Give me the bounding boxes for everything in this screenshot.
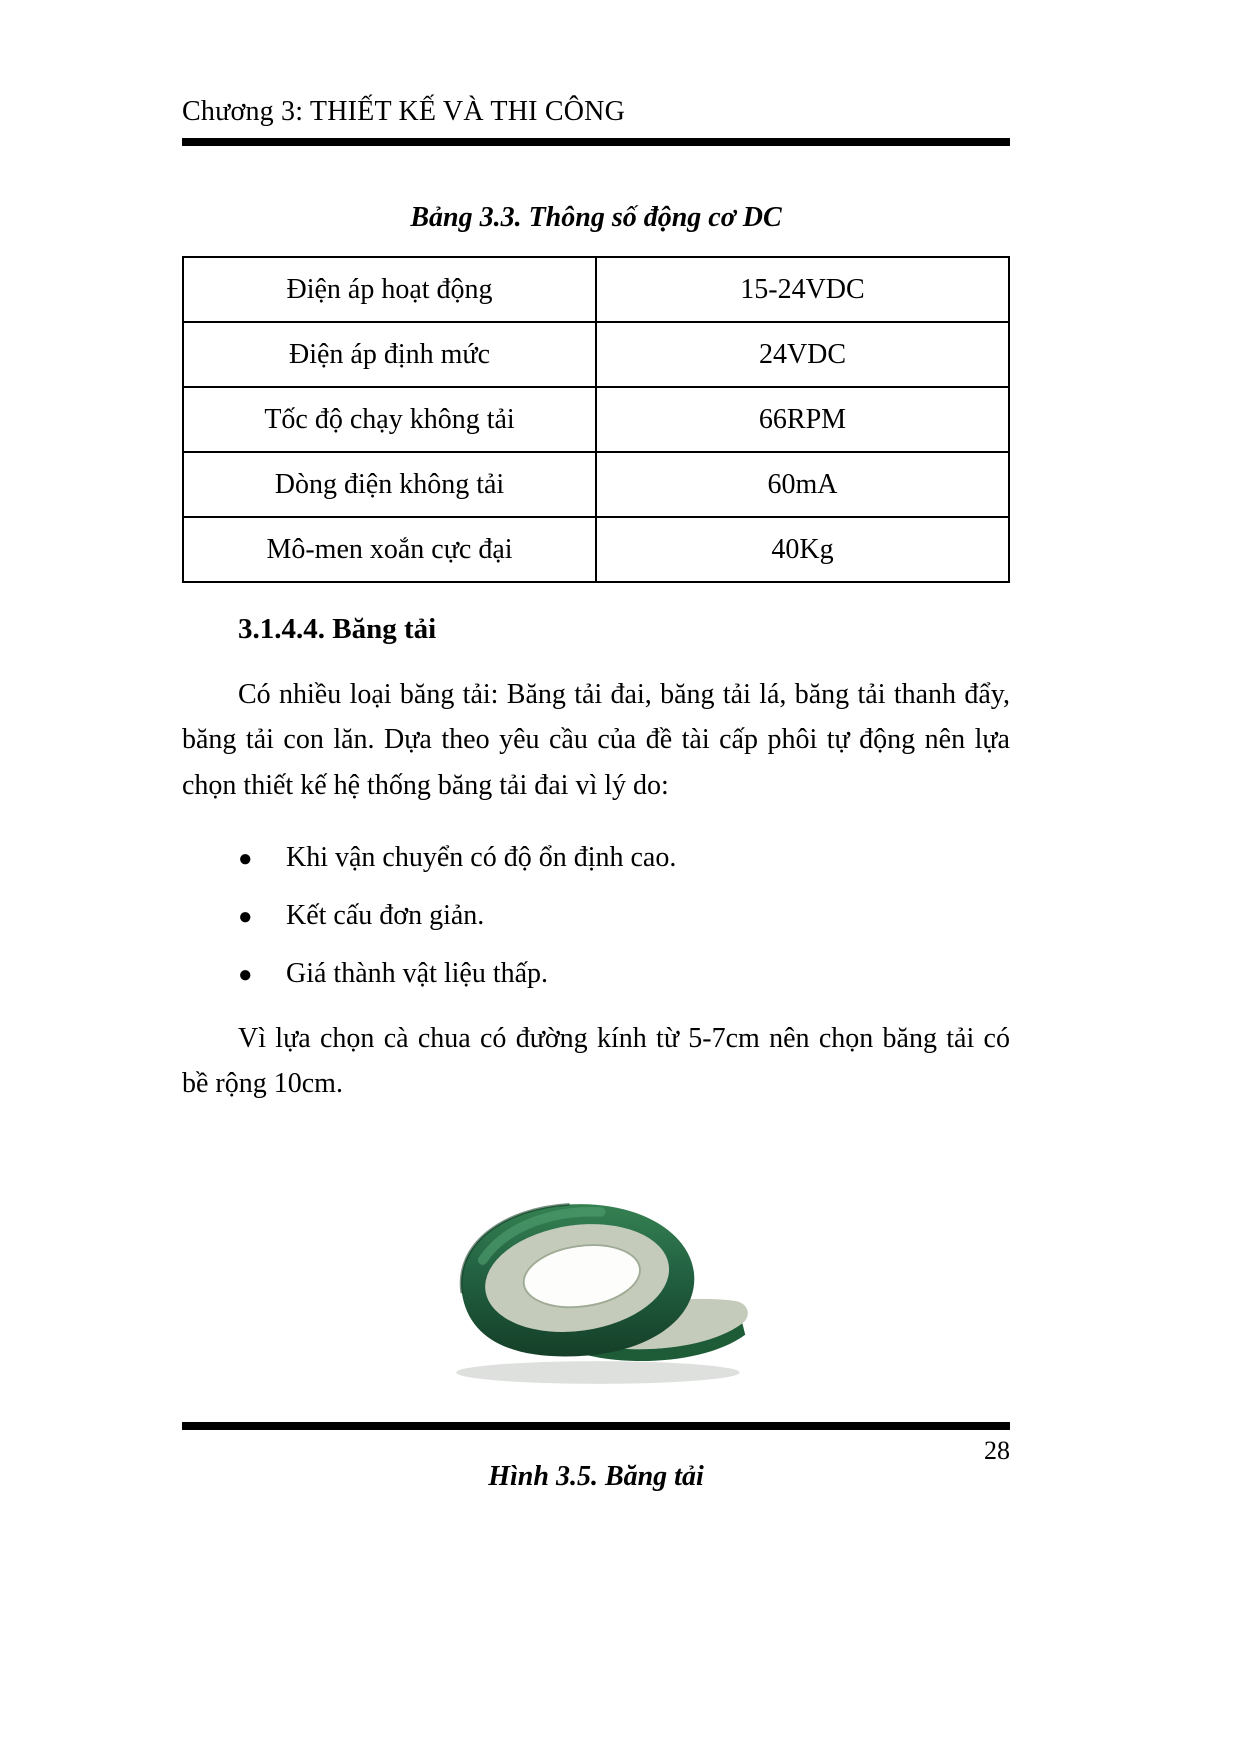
bullet-text: Khi vận chuyển có độ ổn định cao. (286, 842, 677, 874)
table-row (183, 452, 1009, 517)
page-number: 28 (984, 1436, 1010, 1465)
figure-caption: Hình 3.5. Băng tải (488, 1460, 704, 1492)
spec-value: 40Kg (596, 517, 1009, 582)
bullet-text: Giá thành vật liệu thấp. (286, 958, 549, 990)
page-footer (182, 1422, 1010, 1466)
spec-label: Mô-men xoắn cực đại (183, 517, 596, 582)
spec-label: Tốc độ chạy không tải (183, 387, 596, 452)
list-item (182, 842, 1010, 874)
bullet-icon: ● (238, 846, 253, 873)
spec-label: Điện áp định mức (183, 322, 596, 387)
table-row (183, 322, 1009, 387)
table-row (183, 517, 1009, 582)
bullet-text: Kết cấu đơn giản. (286, 900, 485, 932)
motor-spec-table (182, 256, 1010, 583)
list-item (182, 900, 1010, 932)
footer-rule (182, 1422, 1010, 1430)
table-row (183, 257, 1009, 322)
spec-value: 24VDC (596, 322, 1009, 387)
bullet-icon: ● (238, 904, 253, 931)
list-item (182, 958, 1010, 990)
bullet-icon: ● (238, 962, 253, 989)
table-row (183, 387, 1009, 452)
spec-label: Dòng điện không tải (183, 452, 596, 517)
spec-value: 15-24VDC (596, 257, 1009, 322)
paragraph: Có nhiều loại băng tải: Băng tải đai, băng tải lá, băng tải thanh đẩy, băng tải con lăn. Dựa theo yêu cầu của đề tài cấp phôi tự động nên lựa chọn thiết kế hệ thống băng tải đai vì lý do: (182, 679, 1010, 801)
spec-value: 66RPM (596, 387, 1009, 452)
chapter-header: Chương 3: THIẾT KẾ VÀ THI CÔNG (182, 96, 626, 127)
spec-label: Điện áp hoạt động (183, 257, 596, 322)
conveyor-belt-image (426, 1159, 766, 1399)
page-content (182, 0, 1010, 1493)
section-heading: 3.1.4.4. Băng tải (238, 613, 437, 645)
header-rule (182, 138, 1010, 146)
paragraph: Vì lựa chọn cà chua có đường kính từ 5-7cm nên chọn băng tải có bề rộng 10cm. (182, 1023, 1010, 1100)
spec-value: 60mA (596, 452, 1009, 517)
bullet-list (182, 842, 1010, 990)
table-caption: Bảng 3.3. Thông số động cơ DC (410, 202, 782, 233)
